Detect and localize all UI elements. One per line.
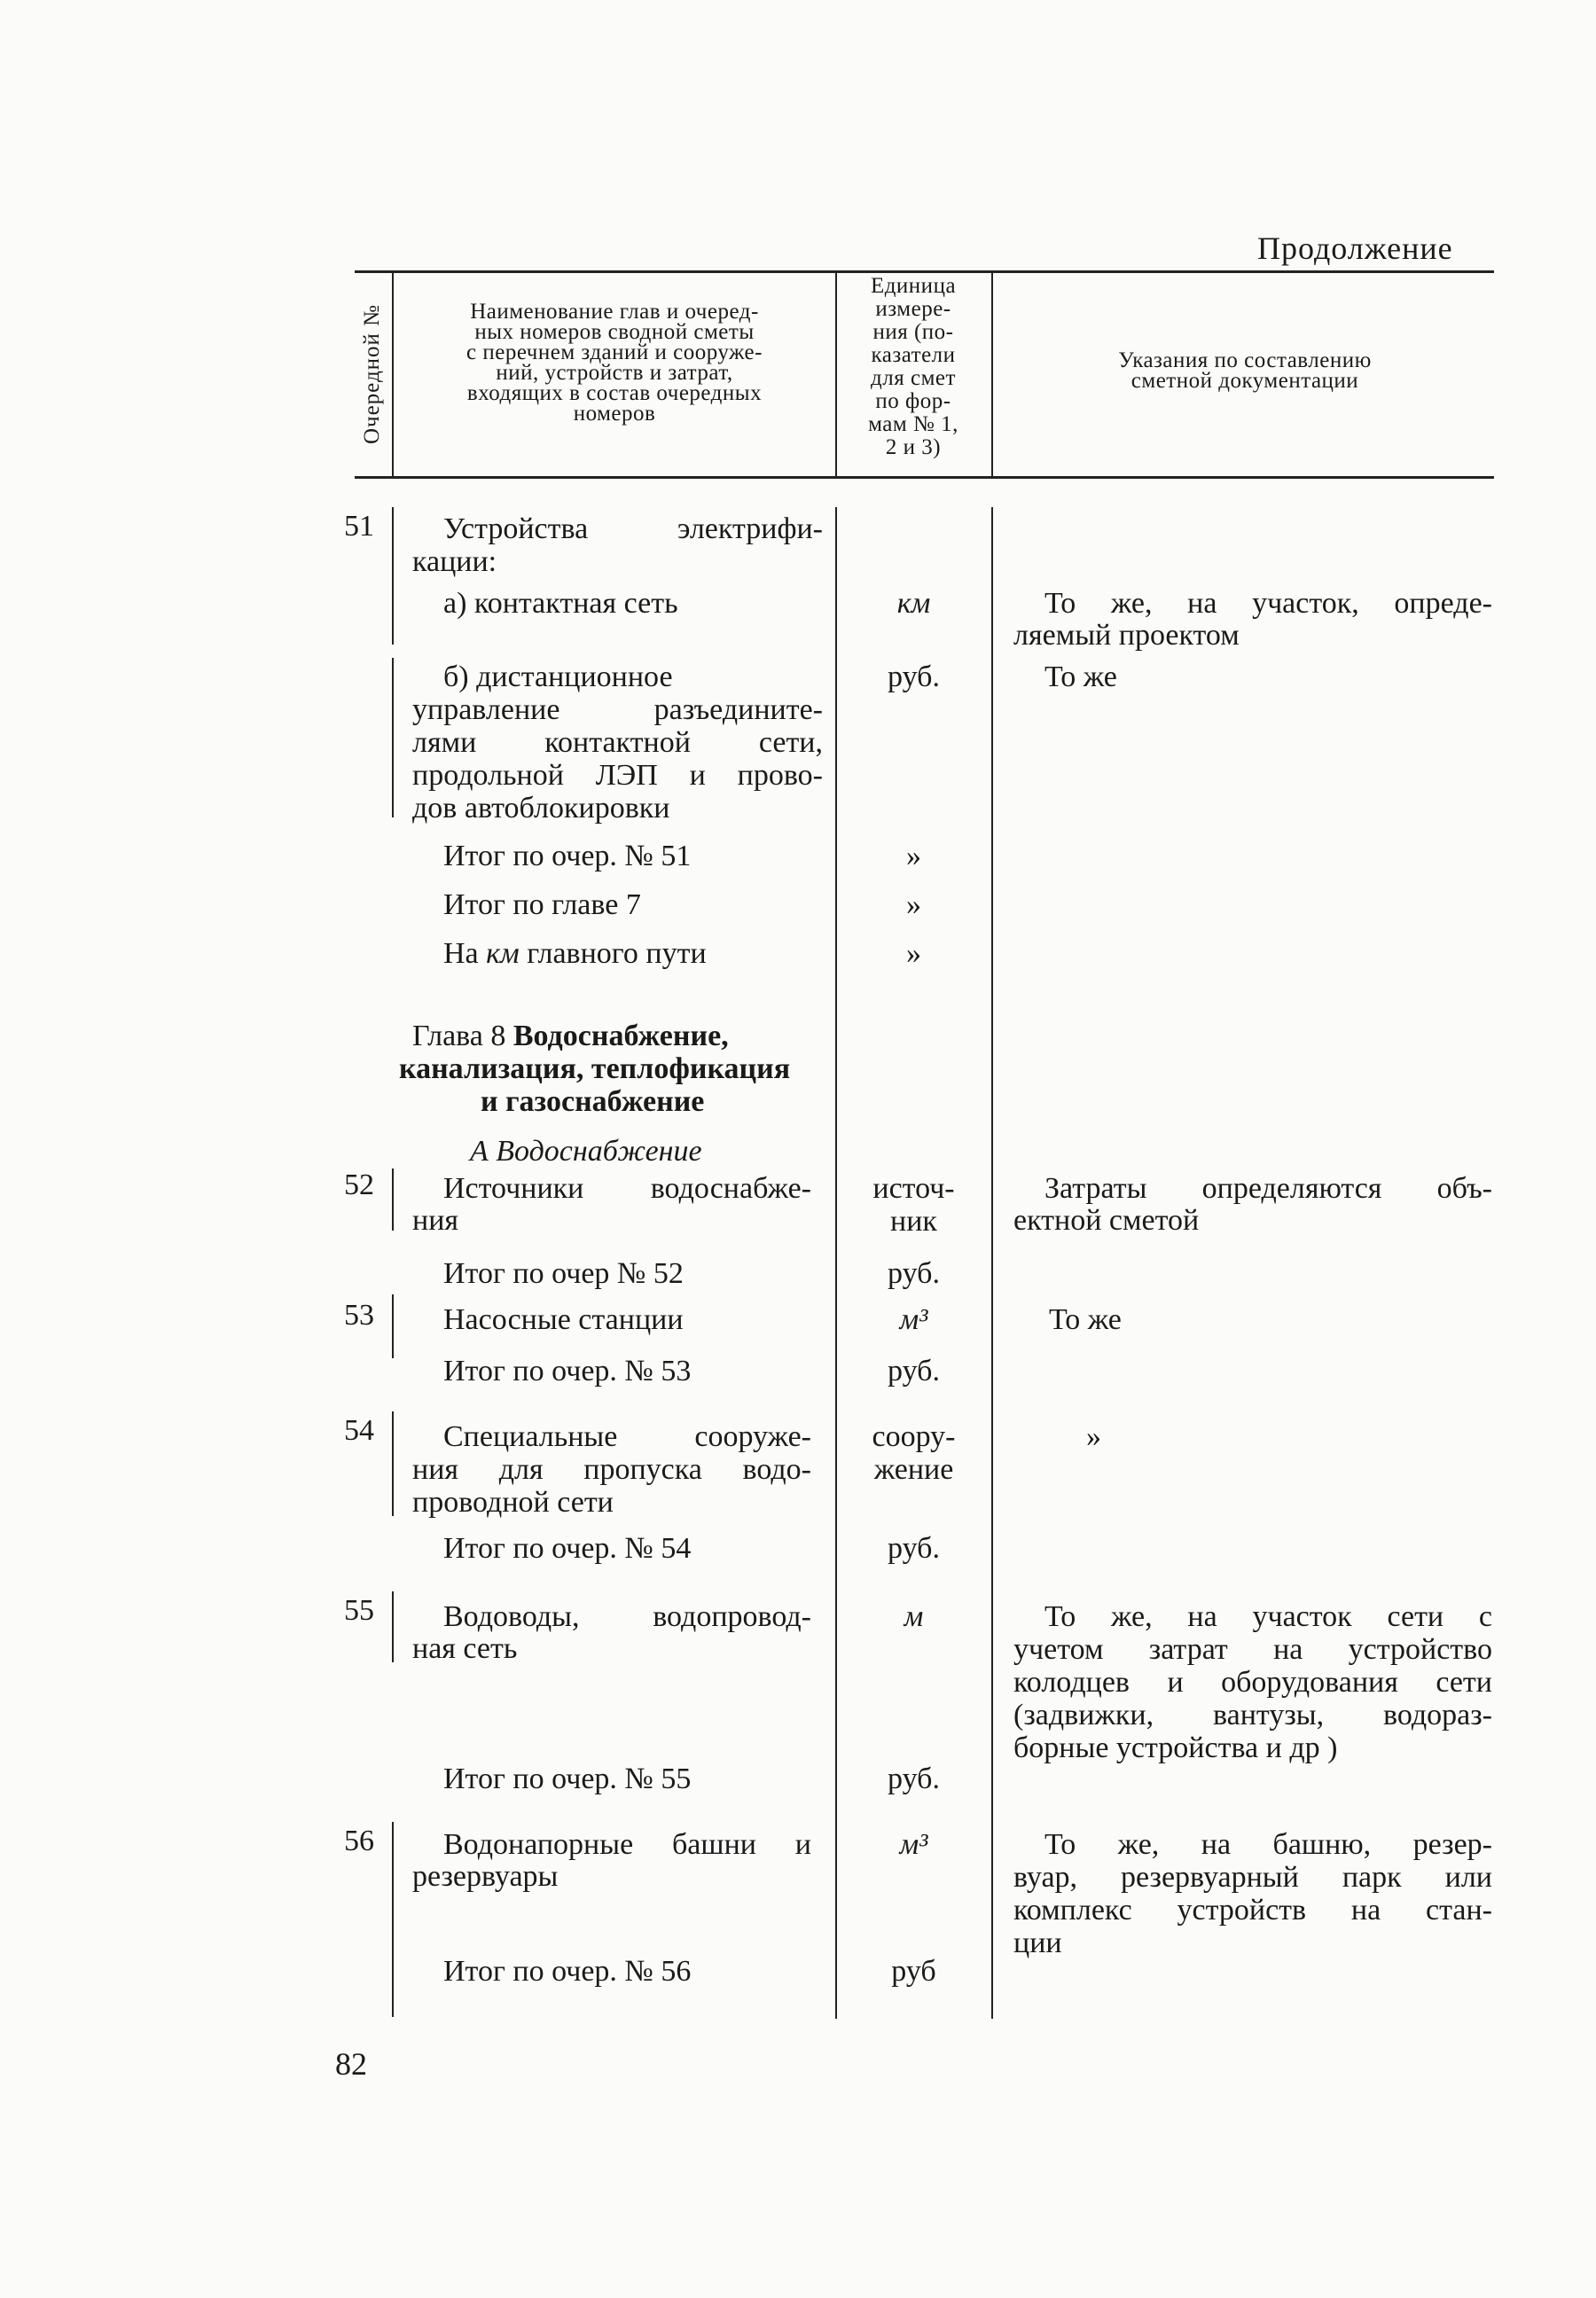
row-number-51: 51	[344, 510, 374, 543]
per-km-main-track-unit: »	[906, 937, 921, 970]
body-separator-1e	[392, 1411, 394, 1516]
row-number-55: 55	[344, 1594, 374, 1627]
total-row-55-unit: руб.	[888, 1763, 940, 1795]
body-separator-1d	[392, 1294, 394, 1358]
col-header-number: Очередной №	[360, 303, 384, 445]
row-number-54: 54	[344, 1414, 374, 1447]
row-51-title-cont: кации:	[412, 545, 497, 578]
total-row-51: Итог по очер. № 51	[443, 840, 692, 872]
row-55-name: Водоводы, водопровод-	[443, 1600, 811, 1633]
col-header-notes: Указания по составлению сметной документации	[1118, 348, 1372, 393]
col-header-name: Наименование глав и очеред- ных номеров сводной сметы с перечнем зданий и сооруже- ний, устройств и затрат, входящих в состав очередных номеров	[466, 300, 763, 426]
row-52-unit: источ- ник	[872, 1172, 955, 1238]
page-number: 82	[335, 2046, 367, 2082]
row-53-unit: м³	[899, 1303, 928, 1336]
row-54-note: »	[1086, 1420, 1101, 1453]
body-separator-1f	[392, 1591, 394, 1662]
total-chapter-7: Итог по главе 7	[443, 888, 641, 921]
total-row-52-unit: руб.	[888, 1257, 940, 1290]
body-separator-1a	[392, 507, 394, 645]
body-separator-1c	[392, 1169, 394, 1231]
row-52-note: Затраты определяются объ-	[1044, 1172, 1492, 1205]
row-55-unit: м	[904, 1600, 924, 1633]
row-56-name-cont: резервуары	[412, 1860, 559, 1893]
row-52-name: Источники водоснабже-	[443, 1172, 811, 1205]
row-53-note: То же	[1049, 1303, 1122, 1336]
row-56-unit: м³	[899, 1828, 928, 1861]
row-55-name-cont: ная сеть	[412, 1632, 518, 1665]
total-chapter-7-unit: »	[906, 888, 921, 921]
body-separator-1b	[392, 658, 394, 817]
col-separator-2	[835, 270, 837, 476]
header-top-rule	[355, 270, 1494, 273]
continuation-label: Продолжение	[1257, 231, 1453, 266]
row-51-title: Устройства электрифи-	[443, 512, 823, 545]
row-51a-note-cont: ляемый проектом	[1013, 619, 1240, 652]
total-row-55: Итог по очер. № 55	[443, 1763, 692, 1795]
row-51b-note: То же	[1044, 660, 1117, 693]
row-51b-name: б) дистанционное управление разъедините- лями контактной сети, продольной ЛЭП и прово- дов автоблокировки	[412, 660, 823, 825]
chapter-8-heading: Глава 8 Водоснабжение, канализация, теплофикация и газоснабжение	[399, 1020, 791, 1118]
row-56-name: Водонапорные башни и	[443, 1828, 811, 1861]
row-51b-unit: руб.	[888, 660, 940, 693]
row-54-name: Специальные сооруже- ния для пропуска водо- проводной сети	[412, 1420, 811, 1519]
total-row-56-unit: руб	[891, 1955, 936, 1988]
total-row-56: Итог по очер. № 56	[443, 1955, 692, 1988]
col-header-unit: Единица измере- ния (по- казатели для смет по фор- мам № 1, 2 и 3)	[868, 274, 958, 459]
row-51a-note: То же, на участок, опреде-	[1044, 587, 1492, 620]
row-51a-unit: км	[896, 587, 931, 620]
row-number-56: 56	[344, 1825, 374, 1857]
row-56-note: То же, на башню, резер- вуар, резервуарный парк или комплекс устройств на стан- ции	[1013, 1828, 1492, 1959]
total-row-53: Итог по очер. № 53	[443, 1355, 692, 1387]
row-number-52: 52	[344, 1169, 374, 1201]
total-row-52: Итог по очер № 52	[443, 1257, 684, 1290]
col-separator-3	[991, 270, 993, 476]
section-a-heading: А Водоснабжение	[470, 1135, 702, 1168]
per-km-main-track: На км главного пути	[443, 937, 707, 970]
row-53-name: Насосные станции	[443, 1303, 684, 1336]
body-separator-1g	[392, 1822, 394, 2017]
header-bottom-rule	[355, 476, 1494, 479]
col-separator-1	[392, 270, 394, 476]
row-number-53: 53	[344, 1299, 374, 1332]
row-51a-name: а) контактная сеть	[443, 587, 678, 620]
body-separator-3	[991, 507, 993, 2019]
row-55-note: То же, на участок сети с учетом затрат на устройство колодцев и оборудования сети (задвижки, вантузы, водораз- борные устройства и др )	[1013, 1600, 1492, 1764]
row-54-unit: соору- жение	[872, 1420, 956, 1486]
total-row-54: Итог по очер. № 54	[443, 1532, 692, 1565]
row-52-name-cont: ния	[412, 1204, 459, 1237]
total-row-54-unit: руб.	[888, 1532, 940, 1565]
total-row-51-unit: »	[906, 840, 921, 872]
row-52-note-cont: ектной сметой	[1013, 1204, 1200, 1237]
body-separator-2	[835, 507, 837, 2019]
total-row-53-unit: руб.	[888, 1355, 940, 1387]
